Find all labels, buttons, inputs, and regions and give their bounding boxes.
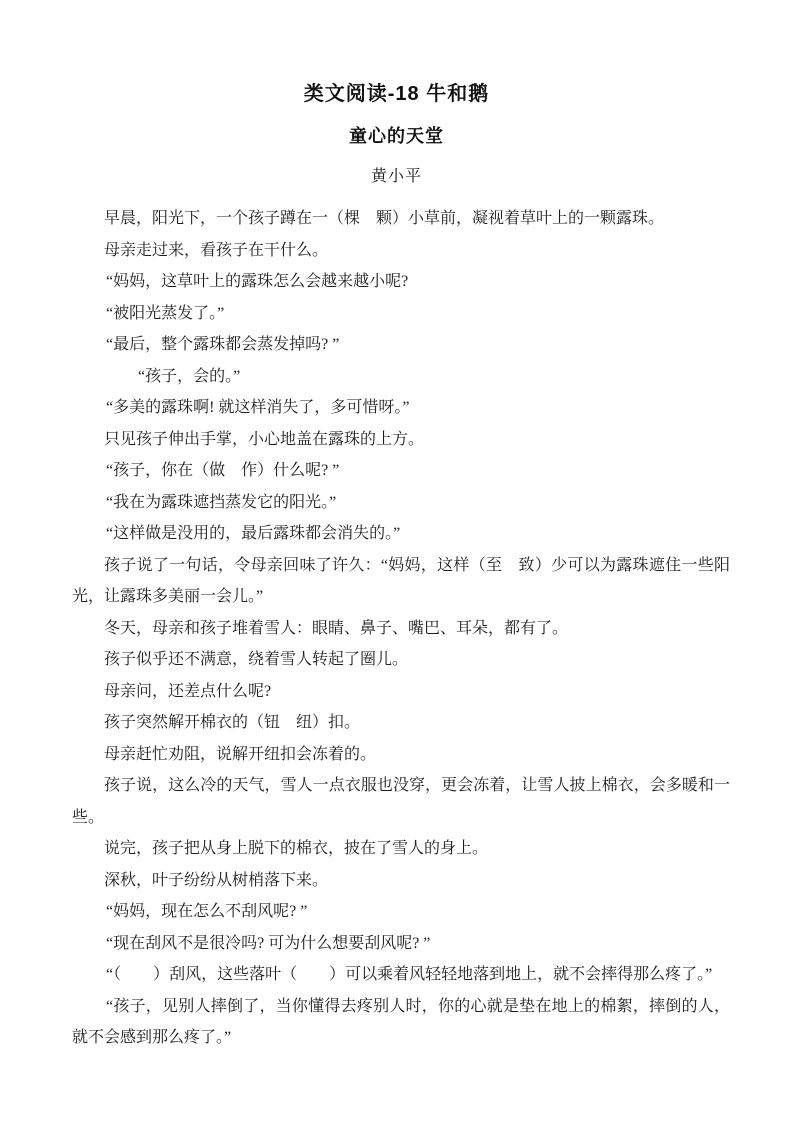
- paragraph: “妈妈，现在怎么不刮风呢? ”: [106, 903, 308, 920]
- document-header: [0, 0, 793, 187]
- paragraph: “妈妈，这草叶上的露珠怎么会越来越小呢?: [106, 273, 409, 290]
- paragraph: 孩子突然解开棉衣的（钮 纽）扣。: [104, 714, 361, 731]
- paragraph: 孩子说，这么冷的天气，雪人一点衣服也没穿，更会冻着，让雪人披上棉衣，会多暖和一些。: [72, 777, 730, 826]
- paragraph: “孩子，会的。”: [138, 367, 241, 385]
- body-text: [72, 203, 730, 1054]
- paragraph: 母亲赶忙劝阻，说解开纽扣会冻着的。: [104, 745, 377, 763]
- paragraph: “被阳光蒸发了。”: [106, 304, 225, 322]
- paragraph: 母亲走过来，看孩子在干什么。: [104, 241, 329, 259]
- paragraph: “现在刮风不是很冷吗? 可为什么想要刮风呢? ”: [106, 934, 431, 952]
- paragraph: 母亲问，还差点什么呢?: [104, 682, 272, 700]
- paragraph: “（ ）刮风，这些落叶（ ）可以乘着风轻轻地落到地上，就不会摔得那么疼了。”: [106, 966, 713, 983]
- paragraph: 深秋，叶子纷纷从树梢落下来。: [104, 871, 329, 889]
- paragraph: 只见孩子伸出手掌，小心地盖在露珠的上方。: [104, 430, 425, 448]
- paragraph: 冬天，母亲和孩子堆着雪人：眼睛、鼻子、嘴巴、耳朵，都有了。: [104, 619, 569, 637]
- paragraph: “多美的露珠啊! 就这样消失了，多可惜呀。”: [106, 399, 410, 416]
- paragraph: 孩子似乎还不满意，绕着雪人转起了圈儿。: [104, 651, 409, 668]
- paragraph: “最后，整个露珠都会蒸发掉吗? ”: [106, 336, 340, 353]
- paragraph: 说完，孩子把从身上脱下的棉衣，披在了雪人的身上。: [104, 840, 489, 857]
- document-subtitle: 童心的天堂: [349, 126, 444, 146]
- paragraph: “我在为露珠遮挡蒸发它的阳光。”: [106, 493, 337, 511]
- author-name: 黄小平: [370, 168, 422, 185]
- paragraph: 早晨，阳光下，一个孩子蹲在一（棵 颗）小草前，凝视着草叶上的一颗露珠。: [104, 210, 665, 227]
- document-title: 类文阅读-18 牛和鹅: [303, 83, 490, 105]
- paragraph: “孩子，你在（做 作）什么呢? ”: [106, 462, 340, 479]
- paragraph: “这样做是没用的，最后露珠都会消失的。”: [106, 525, 401, 542]
- paragraph: 孩子说了一句话，令母亲回味了许久：“妈妈，这样（至 致）少可以为露珠遮住一些阳光，让露珠多美丽一会儿。”: [72, 556, 730, 605]
- paragraph: “孩子，见别人摔倒了，当你懂得去疼别人时，你的心就是垫在地上的棉絮，摔倒的人，就不会感到那么疼了。”: [72, 997, 730, 1046]
